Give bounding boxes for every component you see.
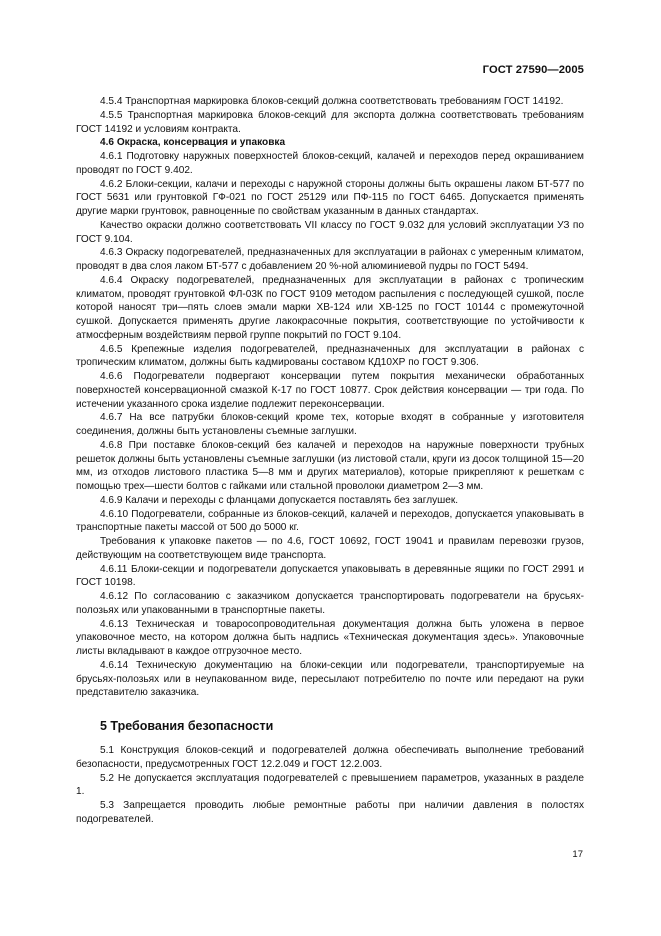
paragraph-4-6-3: 4.6.3 Окраску подогревателей, предназначенных для эксплуатации в районах с умеренным климатом, проводят в два слоя лаком БТ-577 с добавлением 20 %-ной алюминиевой пудры по ГОСТ 5494. <box>76 247 584 272</box>
section-heading-5: 5 Требования безопасности <box>100 719 274 733</box>
paragraph-4-6-7: 4.6.7 На все патрубки блоков-секций кроме тех, которые входят в собранные у изготовителя соединения, должны быть установлены съемные заглушки. <box>76 412 584 437</box>
document-id-header: ГОСТ 27590—2005 <box>482 64 584 76</box>
paragraph-4-6-5: 4.6.5 Крепежные изделия подогревателей, предназначенных для эксплуатации в районах с тропическим климатом, должны быть кадмированы составом КД10ХР по ГОСТ 9.306. <box>76 343 584 369</box>
paragraph-4-5-5: 4.5.5 Транспортная маркировка блоков-секций для экспорта должна соответствовать требованиям ГОСТ 14192 и условиям контракта. <box>76 109 584 135</box>
paragraph-4-6-8: 4.6.8 При поставке блоков-секций без калачей и переходов на наружные поверхности трубных решеток должны быть установлены съемные заглушки (из листовой стали, круги из досок толщиной 15—20 мм, из отходов листового пластика 5—8 мм и других материалов), которые прикрепляют к решеткам с помощью трех—шести болтов с гайками или стальной проволоки диаметром 2—3 мм. <box>76 439 584 492</box>
paragraph-4-6-2: 4.6.2 Блоки-секции, калачи и переходы с наружной стороны должны быть окрашены лаком БТ-577 по ГОСТ 5631 или грунтовкой ГФ-021 по ГОСТ 25129 или ПФ-115 по ГОСТ 6465. Допускается применять другие марки грунтовок, равноценные по свойствам указанным в данных стандартах. <box>76 178 584 217</box>
paragraph-4-6-14: 4.6.14 Техническую документацию на блоки-секции или подогреватели, транспортируемые на брусьях-полозьях или в неупакованном виде, пересылают потребителю по почте или передают на руки представителю заказчика. <box>76 659 584 699</box>
paragraph-4-6-6: 4.6.6 Подогреватели подвергают консервации путем покрытия механически обработанных поверхностей консервационной смазкой К-17 по ГОСТ 10877. Срок действия консервации — три года. По истечении указанного срока изделие подлежит переконсервации. <box>76 371 584 410</box>
paragraph-4-6-10-packaging: Требования к упаковке пакетов — по 4.6, ГОСТ 10692, ГОСТ 19041 и правилам перевозки грузов, действующим на соответствующем виде транспорта. <box>76 536 584 561</box>
page-number: 17 <box>572 849 583 860</box>
paragraph-4-6-10: 4.6.10 Подогреватели, собранные из блоков-секций, калачей и переходов, допускается упаковывать в транспортные пакеты массой от 500 до 5000 кг. <box>76 508 584 534</box>
paragraph-4-6-12: 4.6.12 По согласованию с заказчиком допускается транспортировать подогреватели на брусьях-полозьях или упакованными в транспортные пакеты. <box>76 591 584 616</box>
paragraph-4-6-2-quality: Качество окраски должно соответствовать VII классу по ГОСТ 9.032 для условий эксплуатации УЗ по ГОСТ 9.104. <box>76 219 584 245</box>
paragraph-5-1: 5.1 Конструкция блоков-секций и подогревателей должна обеспечивать выполнение требований безопасности, предусмотренных ГОСТ 12.2.049 и ГОСТ 12.2.003. <box>76 745 584 770</box>
document-body <box>76 95 584 827</box>
paragraph-4-6-11: 4.6.11 Блоки-секции и подогреватели допускается упаковывать в деревянные ящики по ГОСТ 2991 и ГОСТ 10198. <box>76 563 584 589</box>
paragraph-4-5-4: 4.5.4 Транспортная маркировка блоков-секций должна соответствовать требованиям ГОСТ 14192. <box>100 96 564 107</box>
paragraph-5-2: 5.2 Не допускается эксплуатация подогревателей с превышением параметров, указанных в разделе 1. <box>76 772 584 798</box>
paragraph-4-6-4: 4.6.4 Окраску подогревателей, предназначенных для эксплуатации в районах с тропическим климатом, проводят грунтовкой ФЛ-03К по ГОСТ 9109 методом распыления с последующей сушкой, после которой наносят три—пять слоев эмали марки ХВ-124 или ХВ-125 по ГОСТ 10144 с промежуточной сушкой. Допускается применять другие лакокрасочные покрытия, соответствующие по устойчивости к атмосферным воздействиям первой группе покрытий по ГОСТ 9.104. <box>76 274 584 341</box>
paragraph-5-3: 5.3 Запрещается проводить любые ремонтные работы при наличии давления в полостях подогревателей. <box>76 800 584 825</box>
subheading-4-6: 4.6 Окраска, консервация и упаковка <box>100 137 286 149</box>
paragraph-4-6-9: 4.6.9 Калачи и переходы с фланцами допускается поставлять без заглушек. <box>100 494 459 506</box>
paragraph-4-6-13: 4.6.13 Техническая и товаросопроводительная документация должна быть уложена в первое упаковочное место, на котором должна быть надпись «Техническая документация здесь». Упаковочные листы вкладывают в каждое отгрузочное место. <box>76 618 584 657</box>
paragraph-4-6-1: 4.6.1 Подготовку наружных поверхностей блоков-секций, калачей и переходов перед окрашиванием проводят по ГОСТ 9.402. <box>76 151 584 176</box>
